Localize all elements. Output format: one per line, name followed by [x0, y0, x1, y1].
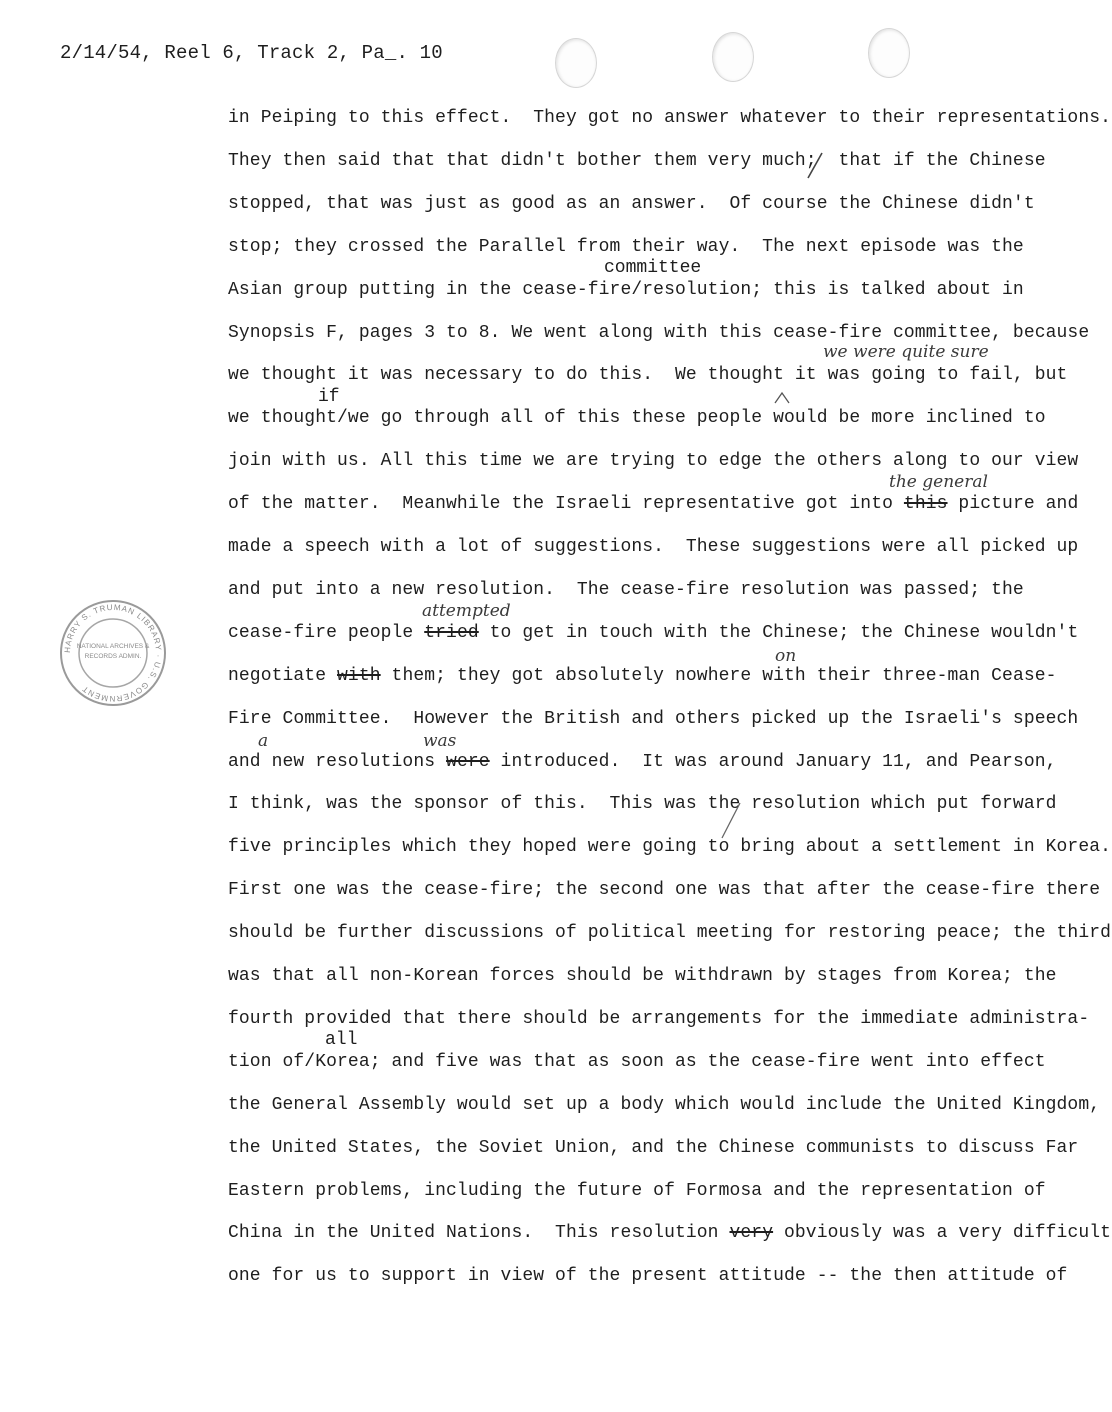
text-line: join with us. All this time we are trying to edge the others along to our view	[228, 451, 1079, 471]
struck-word: very	[729, 1223, 774, 1243]
interlinear-all: all	[325, 1030, 358, 1050]
seal-inner-text: NATIONAL ARCHIVES &	[76, 643, 150, 650]
truman-library-seal	[58, 598, 168, 708]
handwritten-the-general: the general	[889, 472, 988, 492]
text-line: cease-fire people tried to get in touch with the Chinese; the Chinese wouldn't	[228, 623, 1079, 643]
seal-outer-text: HARRY S. TRUMAN LIBRARY · U.S. GOVERNMENT	[62, 602, 164, 704]
text-line: tion of/Korea; and five was that as soon as the cease-fire went into effect	[228, 1052, 1046, 1072]
text-line: in Peiping to this effect. They got no answer whatever to their representations.	[228, 108, 1112, 128]
caret-mark	[772, 388, 792, 408]
text-line: the United States, the Soviet Union, and the Chinese communists to discuss Far	[228, 1138, 1079, 1158]
handwritten-attempted: attempted	[422, 601, 511, 621]
interlinear-if: if	[318, 387, 340, 407]
page-header: 2/14/54, Reel 6, Track 2, Pa_. 10	[60, 42, 443, 64]
handwritten-was: was	[423, 731, 457, 751]
text-line: stop; they crossed the Parallel from their way. The next episode was the	[228, 237, 1024, 257]
text-line: of the matter. Meanwhile the Israeli representative got into this picture and	[228, 494, 1079, 514]
seal-inner-text: RECORDS ADMIN.	[84, 653, 142, 660]
text-line: China in the United Nations. This resolution very obviously was a very difficult	[228, 1223, 1112, 1243]
text-line: and new resolutions were introduced. It was around January 11, and Pearson,	[228, 752, 1057, 772]
text-line: negotiate with them; they got absolutely nowhere with their three-man Cease-	[228, 666, 1057, 686]
text-line: should be further discussions of political meeting for restoring peace; the third	[228, 923, 1112, 943]
text-line: They then said that that didn't bother them very much; that if the Chinese	[228, 151, 1046, 171]
handwritten-on: on	[775, 646, 797, 666]
struck-word: were	[446, 752, 490, 772]
pen-slash-mark	[708, 800, 748, 840]
punch-hole	[868, 28, 910, 78]
text-line: Asian group putting in the cease-fire/resolution; this is talked about in	[228, 280, 1024, 300]
text-line: the General Assembly would set up a body which would include the United Kingdom,	[228, 1095, 1101, 1115]
struck-word: with	[337, 666, 381, 686]
text-line: one for us to support in view of the present attitude -- the then attitude of	[228, 1266, 1068, 1286]
text-line: First one was the cease-fire; the second one was that after the cease-fire there	[228, 880, 1101, 900]
text-line: we thought/we go through all of this these people would be more inclined to	[228, 408, 1046, 428]
text-line: was that all non-Korean forces should be withdrawn by stages from Korea; the	[228, 966, 1057, 986]
punch-hole	[712, 32, 754, 82]
text-line: five principles which they hoped were going to bring about a settlement in Korea.	[228, 837, 1112, 857]
text-line: Eastern problems, including the future of Formosa and the representation of	[228, 1181, 1046, 1201]
text-line: and put into a new resolution. The cease-fire resolution was passed; the	[228, 580, 1024, 600]
interlinear-committee: committee	[604, 258, 702, 278]
handwritten-we-were-quite-sure: we were quite sure	[823, 342, 989, 362]
text-line: made a speech with a lot of suggestions. These suggestions were all picked up	[228, 537, 1079, 557]
handwritten-a: a	[258, 731, 269, 751]
text-line: we thought it was necessary to do this. We thought it was going to fail, but	[228, 365, 1068, 385]
text-line: stopped, that was just as good as an answer. Of course the Chinese didn't	[228, 194, 1035, 214]
text-line: fourth provided that there should be arrangements for the immediate administra-	[228, 1009, 1090, 1029]
text-line: Fire Committee. However the British and others picked up the Israeli's speech	[228, 709, 1079, 729]
text-line: Synopsis F, pages 3 to 8. We went along with this cease-fire committee, because	[228, 323, 1090, 343]
punch-hole	[555, 38, 597, 88]
struck-word: tried	[424, 623, 479, 643]
struck-word: this	[903, 494, 948, 514]
text-line: I think, was the sponsor of this. This was the resolution which put forward	[228, 794, 1057, 814]
pen-slash-mark	[800, 150, 830, 180]
